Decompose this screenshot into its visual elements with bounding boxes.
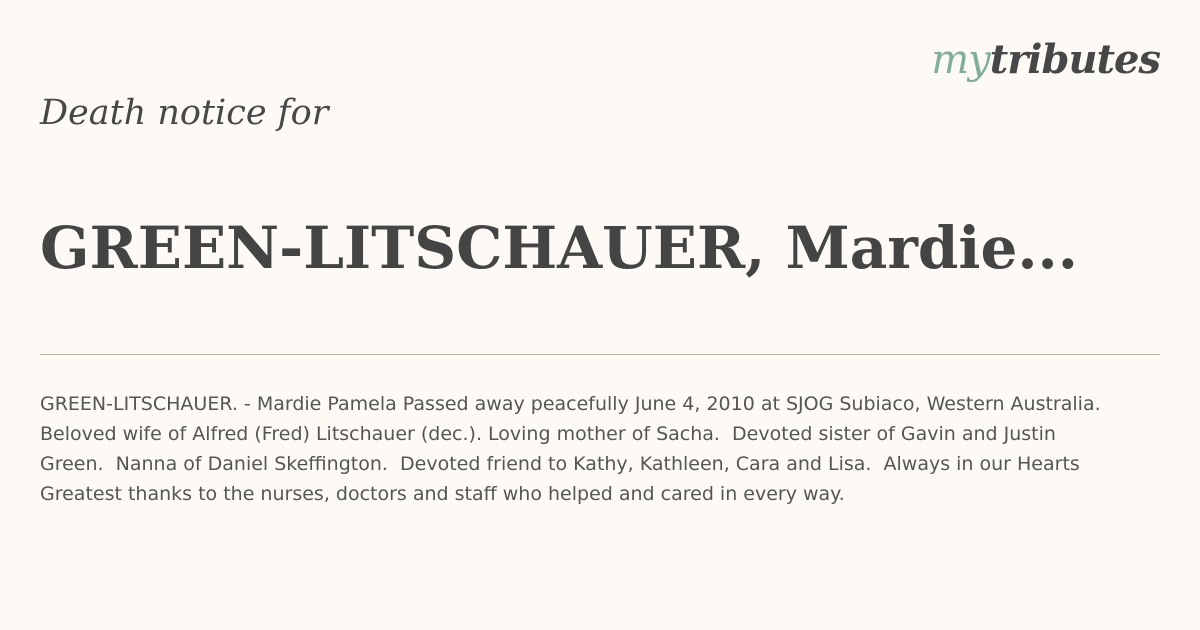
deceased-name: GREEN-LITSCHAUER, Mardie... <box>40 214 1078 282</box>
notice-line: GREEN-LITSCHAUER. - Mardie Pamela Passed away peacefully June 4, 2010 at SJOG Subiaco, Western Australia. <box>40 393 1101 415</box>
notice-subtitle: Death notice for <box>40 93 329 133</box>
notice-line: Greatest thanks to the nurses, doctors and staff who helped and cared in every way. <box>40 483 845 505</box>
mytributes-logo[interactable] <box>931 36 1160 84</box>
notice-body <box>40 389 1160 509</box>
logo-prefix: my <box>931 37 990 83</box>
divider <box>40 354 1160 355</box>
notice-line: Beloved wife of Alfred (Fred) Litschauer (dec.). Loving mother of Sacha. Devoted sister of Gavin and Justin <box>40 423 1056 445</box>
notice-line: Green. Nanna of Daniel Skeffington. Devoted friend to Kathy, Kathleen, Cara and Lisa. Always in our Hearts <box>40 453 1080 475</box>
logo-suffix: tributes <box>989 36 1160 83</box>
